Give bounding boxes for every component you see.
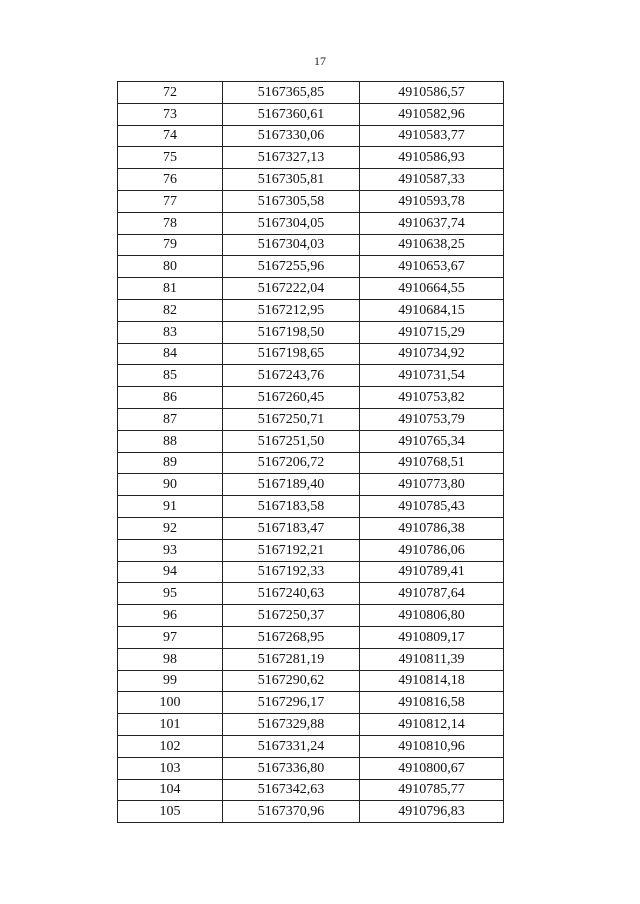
y-coordinate-cell: 4910806,80	[360, 605, 504, 627]
y-coordinate-cell: 4910811,39	[360, 648, 504, 670]
y-coordinate-cell: 4910586,93	[360, 147, 504, 169]
point-number-cell: 97	[118, 626, 223, 648]
point-number-cell: 88	[118, 430, 223, 452]
table-row	[118, 212, 504, 234]
table-row	[118, 605, 504, 627]
point-number-cell: 94	[118, 561, 223, 583]
point-number-cell: 103	[118, 757, 223, 779]
y-coordinate-cell: 4910593,78	[360, 190, 504, 212]
table-row	[118, 103, 504, 125]
table-row	[118, 496, 504, 518]
y-coordinate-cell: 4910768,51	[360, 452, 504, 474]
table-row	[118, 321, 504, 343]
table-row	[118, 539, 504, 561]
y-coordinate-cell: 4910786,06	[360, 539, 504, 561]
y-coordinate-cell: 4910809,17	[360, 626, 504, 648]
point-number-cell: 83	[118, 321, 223, 343]
table-row	[118, 387, 504, 409]
point-number-cell: 96	[118, 605, 223, 627]
point-number-cell: 77	[118, 190, 223, 212]
x-coordinate-cell: 5167192,33	[223, 561, 360, 583]
x-coordinate-cell: 5167305,58	[223, 190, 360, 212]
table-row	[118, 147, 504, 169]
y-coordinate-cell: 4910765,34	[360, 430, 504, 452]
x-coordinate-cell: 5167212,95	[223, 299, 360, 321]
coordinates-table	[117, 81, 504, 823]
point-number-cell: 84	[118, 343, 223, 365]
table-row	[118, 169, 504, 191]
y-coordinate-cell: 4910814,18	[360, 670, 504, 692]
point-number-cell: 75	[118, 147, 223, 169]
table-row	[118, 256, 504, 278]
table-row	[118, 82, 504, 104]
x-coordinate-cell: 5167330,06	[223, 125, 360, 147]
y-coordinate-cell: 4910816,58	[360, 692, 504, 714]
point-number-cell: 73	[118, 103, 223, 125]
point-number-cell: 90	[118, 474, 223, 496]
point-number-cell: 82	[118, 299, 223, 321]
y-coordinate-cell: 4910734,92	[360, 343, 504, 365]
table-row	[118, 365, 504, 387]
table-row	[118, 517, 504, 539]
table-row	[118, 343, 504, 365]
point-number-cell: 104	[118, 779, 223, 801]
table-row	[118, 670, 504, 692]
x-coordinate-cell: 5167183,47	[223, 517, 360, 539]
page-number: 17	[314, 54, 326, 68]
x-coordinate-cell: 5167268,95	[223, 626, 360, 648]
y-coordinate-cell: 4910753,79	[360, 408, 504, 430]
x-coordinate-cell: 5167360,61	[223, 103, 360, 125]
table-row	[118, 626, 504, 648]
table-row	[118, 474, 504, 496]
y-coordinate-cell: 4910715,29	[360, 321, 504, 343]
x-coordinate-cell: 5167327,13	[223, 147, 360, 169]
y-coordinate-cell: 4910810,96	[360, 735, 504, 757]
table-row	[118, 125, 504, 147]
x-coordinate-cell: 5167281,19	[223, 648, 360, 670]
y-coordinate-cell: 4910796,83	[360, 801, 504, 823]
table-row	[118, 234, 504, 256]
y-coordinate-cell: 4910812,14	[360, 714, 504, 736]
y-coordinate-cell: 4910800,67	[360, 757, 504, 779]
point-number-cell: 99	[118, 670, 223, 692]
x-coordinate-cell: 5167250,71	[223, 408, 360, 430]
table-row	[118, 714, 504, 736]
point-number-cell: 93	[118, 539, 223, 561]
x-coordinate-cell: 5167250,37	[223, 605, 360, 627]
y-coordinate-cell: 4910653,67	[360, 256, 504, 278]
x-coordinate-cell: 5167329,88	[223, 714, 360, 736]
x-coordinate-cell: 5167331,24	[223, 735, 360, 757]
y-coordinate-cell: 4910787,64	[360, 583, 504, 605]
y-coordinate-cell: 4910785,77	[360, 779, 504, 801]
x-coordinate-cell: 5167251,50	[223, 430, 360, 452]
y-coordinate-cell: 4910587,33	[360, 169, 504, 191]
x-coordinate-cell: 5167240,63	[223, 583, 360, 605]
point-number-cell: 86	[118, 387, 223, 409]
x-coordinate-cell: 5167198,65	[223, 343, 360, 365]
x-coordinate-cell: 5167192,21	[223, 539, 360, 561]
x-coordinate-cell: 5167260,45	[223, 387, 360, 409]
point-number-cell: 72	[118, 82, 223, 104]
x-coordinate-cell: 5167304,05	[223, 212, 360, 234]
x-coordinate-cell: 5167370,96	[223, 801, 360, 823]
point-number-cell: 100	[118, 692, 223, 714]
y-coordinate-cell: 4910753,82	[360, 387, 504, 409]
x-coordinate-cell: 5167336,80	[223, 757, 360, 779]
point-number-cell: 102	[118, 735, 223, 757]
x-coordinate-cell: 5167304,03	[223, 234, 360, 256]
y-coordinate-cell: 4910586,57	[360, 82, 504, 104]
x-coordinate-cell: 5167342,63	[223, 779, 360, 801]
table-row	[118, 299, 504, 321]
point-number-cell: 87	[118, 408, 223, 430]
x-coordinate-cell: 5167296,17	[223, 692, 360, 714]
point-number-cell: 92	[118, 517, 223, 539]
y-coordinate-cell: 4910785,43	[360, 496, 504, 518]
table-row	[118, 648, 504, 670]
point-number-cell: 85	[118, 365, 223, 387]
x-coordinate-cell: 5167222,04	[223, 278, 360, 300]
point-number-cell: 89	[118, 452, 223, 474]
point-number-cell: 101	[118, 714, 223, 736]
y-coordinate-cell: 4910773,80	[360, 474, 504, 496]
x-coordinate-cell: 5167198,50	[223, 321, 360, 343]
x-coordinate-cell: 5167255,96	[223, 256, 360, 278]
x-coordinate-cell: 5167183,58	[223, 496, 360, 518]
table-row	[118, 430, 504, 452]
table-row	[118, 452, 504, 474]
point-number-cell: 76	[118, 169, 223, 191]
table-row	[118, 801, 504, 823]
point-number-cell: 78	[118, 212, 223, 234]
y-coordinate-cell: 4910684,15	[360, 299, 504, 321]
y-coordinate-cell: 4910638,25	[360, 234, 504, 256]
point-number-cell: 105	[118, 801, 223, 823]
table-row	[118, 779, 504, 801]
table-row	[118, 190, 504, 212]
x-coordinate-cell: 5167365,85	[223, 82, 360, 104]
x-coordinate-cell: 5167189,40	[223, 474, 360, 496]
point-number-cell: 98	[118, 648, 223, 670]
table-row	[118, 583, 504, 605]
y-coordinate-cell: 4910731,54	[360, 365, 504, 387]
table-row	[118, 757, 504, 779]
x-coordinate-cell: 5167290,62	[223, 670, 360, 692]
y-coordinate-cell: 4910637,74	[360, 212, 504, 234]
point-number-cell: 95	[118, 583, 223, 605]
y-coordinate-cell: 4910789,41	[360, 561, 504, 583]
point-number-cell: 80	[118, 256, 223, 278]
table-row	[118, 561, 504, 583]
y-coordinate-cell: 4910583,77	[360, 125, 504, 147]
y-coordinate-cell: 4910664,55	[360, 278, 504, 300]
table-row	[118, 692, 504, 714]
table-row	[118, 408, 504, 430]
x-coordinate-cell: 5167305,81	[223, 169, 360, 191]
point-number-cell: 79	[118, 234, 223, 256]
y-coordinate-cell: 4910582,96	[360, 103, 504, 125]
point-number-cell: 91	[118, 496, 223, 518]
x-coordinate-cell: 5167206,72	[223, 452, 360, 474]
coordinates-table-body	[118, 82, 504, 823]
table-row	[118, 735, 504, 757]
y-coordinate-cell: 4910786,38	[360, 517, 504, 539]
table-row	[118, 278, 504, 300]
point-number-cell: 74	[118, 125, 223, 147]
point-number-cell: 81	[118, 278, 223, 300]
x-coordinate-cell: 5167243,76	[223, 365, 360, 387]
